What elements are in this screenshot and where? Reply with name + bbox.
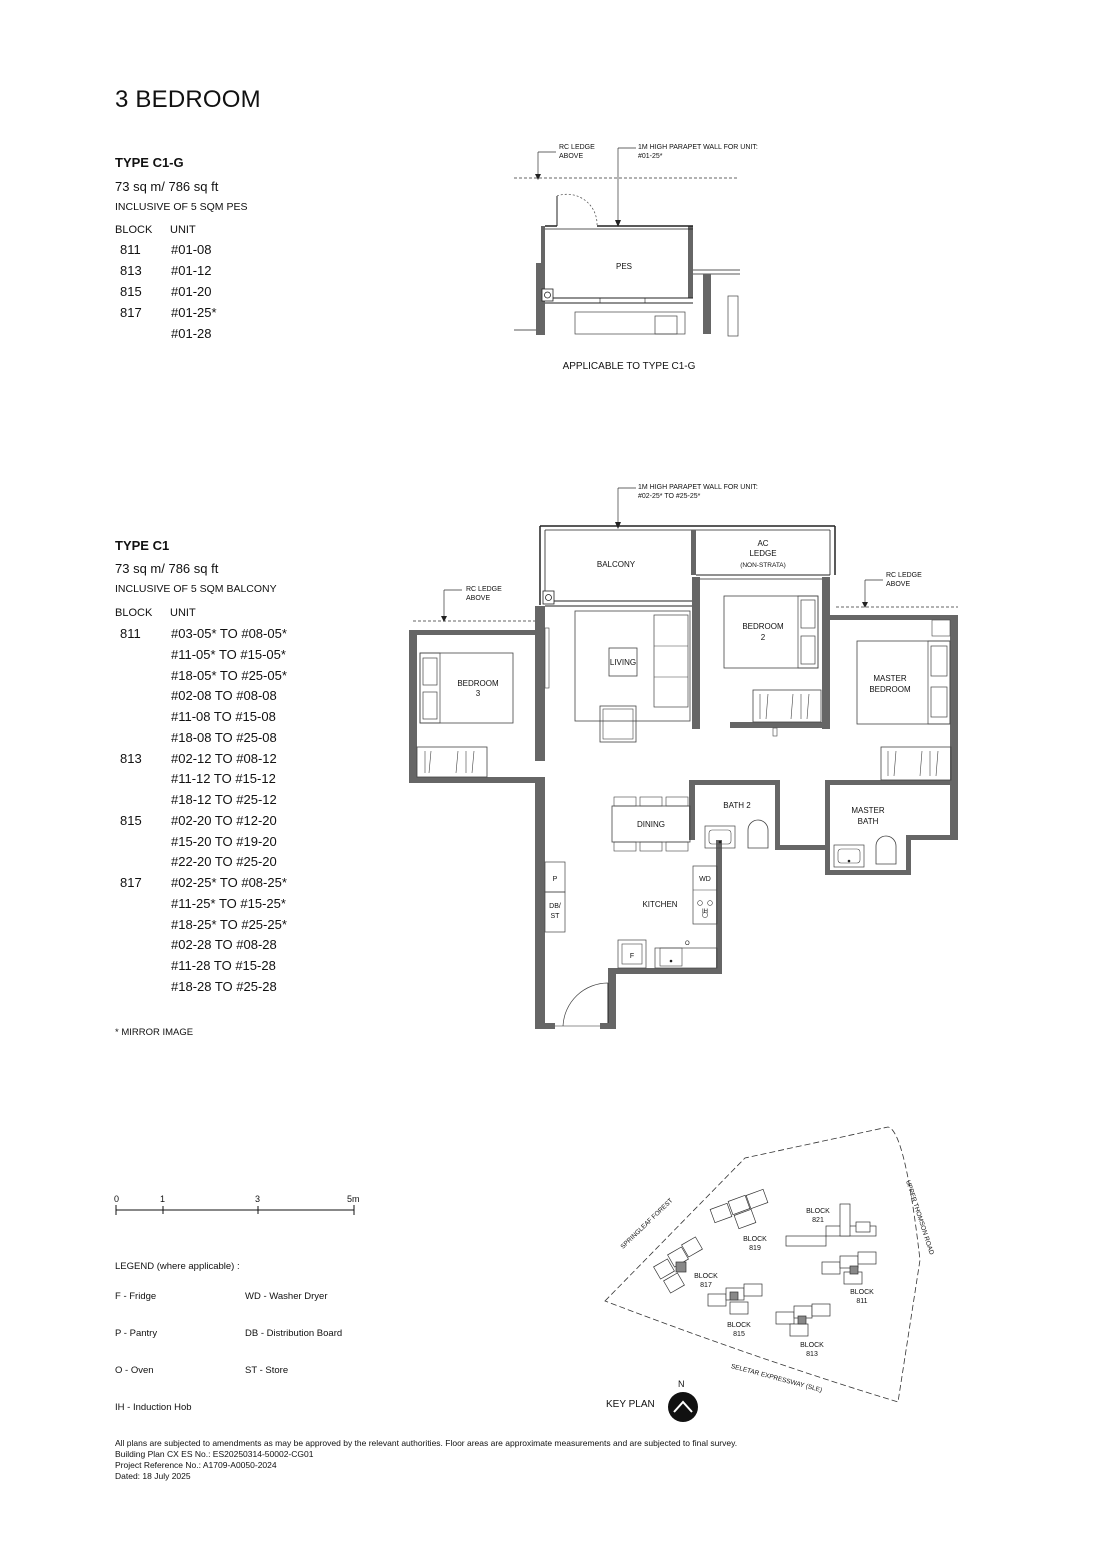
- bedroom3-label-1: BEDROOM: [457, 679, 499, 688]
- fridge-label: F: [629, 953, 635, 960]
- type-c1-block-header: BLOCK: [115, 607, 153, 619]
- plan-rc-ledge-left-2: ABOVE: [466, 595, 491, 602]
- scale-tick-0: 0: [114, 1194, 120, 1204]
- type-c1g-block-cell: 817: [120, 305, 142, 320]
- legend-washer-dryer: WD - Washer Dryer: [245, 1291, 328, 1302]
- scale-tick-5: 5m: [347, 1194, 360, 1204]
- wall-kitchen-left: [535, 777, 545, 1029]
- wall-master-right: [950, 615, 958, 840]
- type-c1g-unit-cell: #01-12: [171, 263, 212, 278]
- scale-tick-3: 3: [255, 1194, 261, 1204]
- plan-rc-ledge-left-1: RC LEDGE: [466, 586, 502, 593]
- block-819-footprint: [710, 1189, 768, 1228]
- type-c1g-inclusive: INCLUSIVE OF 5 SQM PES: [115, 201, 248, 213]
- living-label: LIVING: [609, 658, 637, 667]
- scale-tick-1: 1: [160, 1194, 166, 1204]
- pes-parapet-label-2: #01-25*: [638, 153, 663, 160]
- type-c1-block-cell: 811: [120, 626, 141, 641]
- bath2-label: BATH 2: [723, 801, 751, 810]
- type-c1-unit-cell: #02-25* TO #08-25*: [171, 875, 287, 890]
- dining-label: DINING: [637, 820, 665, 829]
- type-c1g-block-header: BLOCK: [115, 224, 153, 236]
- type-c1g-block-cell: 815: [120, 284, 142, 299]
- block-813-footprint: [776, 1304, 830, 1336]
- type-c1g-unit-cell: #01-08: [171, 242, 212, 257]
- key-plan-label: KEY PLAN: [606, 1399, 655, 1410]
- db-label-2: ST: [550, 913, 560, 920]
- pes-caption: APPLICABLE TO TYPE C1-G: [562, 361, 696, 372]
- key-block-813-line2: 813: [806, 1351, 818, 1358]
- type-c1-unit-cell: #11-25* TO #15-25*: [171, 895, 286, 911]
- type-c1g-unit-cell: #01-25*: [171, 305, 217, 320]
- key-block-821-line1: BLOCK: [806, 1208, 830, 1215]
- type-c1-unit-cell: #02-12 TO #08-12: [171, 750, 277, 766]
- type-c1-block-cell: 813: [120, 750, 142, 766]
- plan-rc-ledge-right-2: ABOVE: [886, 581, 911, 588]
- key-block-813-line1: BLOCK: [800, 1342, 824, 1349]
- type-c1g-block-cell: 811: [120, 242, 141, 257]
- type-c1-unit-cell: #11-05* TO #15-05*: [171, 646, 286, 662]
- footer-building-plan: Building Plan CX ES No.: ES20250314-50002-CG01: [115, 1449, 314, 1459]
- ac-ledge-label-1: AC: [757, 539, 769, 548]
- pes-rc-ledge-label-2: ABOVE: [559, 153, 584, 160]
- legend-store: ST - Store: [245, 1365, 289, 1376]
- type-c1-floor-plan: [400, 478, 970, 1038]
- key-block-817-line2: 817: [700, 1282, 712, 1289]
- pes-plan-drawing: [500, 135, 770, 380]
- road-seletar-expressway: SELETAR EXPRESSWAY (SLE): [730, 1362, 823, 1395]
- type-c1-block-cell: 815: [120, 812, 142, 828]
- block-815-footprint: [708, 1284, 762, 1314]
- pes-room-label: PES: [615, 262, 633, 271]
- master-bedroom-label-2: BEDROOM: [869, 685, 911, 694]
- legend-title: LEGEND (where applicable) :: [115, 1261, 240, 1272]
- key-plan: [595, 1118, 955, 1428]
- bedroom2-label-2: 2: [760, 633, 766, 642]
- type-c1g-area: 73 sq m/ 786 sq ft: [115, 179, 219, 194]
- key-block-815-line1: BLOCK: [727, 1322, 751, 1329]
- type-c1-unit-cell: #02-08 TO #08-08: [171, 688, 277, 704]
- type-c1-unit-cell: #18-25* TO #25-25*: [171, 916, 287, 932]
- block-811-footprint: [822, 1252, 876, 1284]
- type-c1-unit-cell: #18-08 TO #25-08: [171, 729, 277, 745]
- type-c1-unit-cell: #02-20 TO #12-20: [171, 812, 277, 828]
- key-block-811-line1: BLOCK: [850, 1289, 874, 1296]
- legend-distribution-board: DB - Distribution Board: [245, 1328, 343, 1339]
- key-block-815-line2: 815: [733, 1331, 745, 1338]
- footer-disclaimer: All plans are subjected to amendments as may be approved by the relevant authorities. Floor areas are approximate measurements and are subjected to final survey.: [115, 1438, 738, 1448]
- road-upper-thomson: UPPER THOMSON ROAD: [904, 1179, 935, 1256]
- type-c1-unit-cell: #22-20 TO #25-20: [171, 854, 277, 870]
- kitchen-label: KITCHEN: [642, 900, 678, 909]
- bedroom2-label-1: BEDROOM: [742, 622, 784, 631]
- scale-bar: [112, 1204, 362, 1216]
- type-c1-unit-cell: #18-12 TO #25-12: [171, 792, 277, 807]
- site-boundary: [605, 1127, 920, 1402]
- key-block-821-line2: 821: [812, 1217, 824, 1224]
- north-arrow-icon: [667, 1391, 699, 1423]
- type-c1-unit-cell: #18-05* TO #25-05*: [171, 667, 287, 683]
- type-c1g-unit-cell: #01-20: [171, 284, 212, 299]
- footer-date: Dated: 18 July 2025: [115, 1471, 191, 1481]
- north-label: N: [678, 1379, 685, 1389]
- type-c1g-unit-cell: #01-28: [171, 326, 212, 341]
- type-c1-block-cell: 817: [120, 875, 142, 890]
- key-block-811-line2: 811: [856, 1298, 868, 1305]
- db-label-1: DB/: [549, 903, 561, 910]
- ac-ledge-label-3: (NON-STRATA): [740, 562, 786, 569]
- type-c1-inclusive: INCLUSIVE OF 5 SQM BALCONY: [115, 583, 277, 595]
- type-c1g-unit-header: UNIT: [170, 224, 196, 236]
- type-c1-unit-cell: #11-08 TO #15-08: [171, 709, 276, 724]
- key-block-817-line1: BLOCK: [694, 1273, 718, 1280]
- balcony-label: BALCONY: [596, 560, 636, 569]
- type-c1-unit-cell: #03-05* TO #08-05*: [171, 626, 287, 641]
- type-c1-unit-cell: #02-28 TO #08-28: [171, 937, 277, 953]
- wall-bedroom3-left: [409, 630, 417, 782]
- plan-parapet-label-1: 1M HIGH PARAPET WALL FOR UNIT:: [638, 484, 758, 491]
- legend-induction-hob: IH - Induction Hob: [115, 1402, 192, 1413]
- mirror-image-note: * MIRROR IMAGE: [115, 1027, 194, 1038]
- legend-pantry: P - Pantry: [115, 1328, 158, 1339]
- ih-label: IH: [702, 909, 708, 915]
- legend-oven: O - Oven: [115, 1365, 154, 1376]
- block-821-footprint: [786, 1204, 876, 1246]
- legend-fridge: F - Fridge: [115, 1291, 157, 1302]
- pantry-label: P: [552, 876, 558, 883]
- block-817-footprint: [654, 1237, 703, 1293]
- master-bedroom-label-1: MASTER: [873, 674, 907, 683]
- master-bath-label-2: BATH: [857, 817, 879, 826]
- type-c1-unit-cell: #18-28 TO #25-28: [171, 978, 277, 994]
- type-c1g-heading: TYPE C1-G: [115, 155, 184, 170]
- type-c1-area: 73 sq m/ 786 sq ft: [115, 561, 219, 576]
- plan-rc-ledge-right-1: RC LEDGE: [886, 572, 922, 579]
- type-c1-unit-cell: #11-28 TO #15-28: [171, 958, 276, 973]
- pes-rc-ledge-label-1: RC LEDGE: [559, 144, 595, 151]
- page-title: 3 BEDROOM: [115, 86, 261, 113]
- oven-label: O: [685, 941, 690, 947]
- type-c1-unit-cell: #11-12 TO #15-12: [171, 771, 276, 787]
- key-block-819-line1: BLOCK: [743, 1236, 767, 1243]
- type-c1-unit-header: UNIT: [170, 607, 196, 619]
- type-c1-unit-cell: #15-20 TO #19-20: [171, 833, 277, 849]
- ac-ledge-label-2: LEDGE: [749, 549, 777, 558]
- wd-label: WD: [699, 876, 711, 883]
- footer-project-ref: Project Reference No.: A1709-A0050-2024: [115, 1460, 277, 1470]
- pes-parapet-label-1: 1M HIGH PARAPET WALL FOR UNIT:: [638, 144, 758, 151]
- bedroom3-label-2: 3: [475, 689, 481, 698]
- road-springleaf-forest: SPRINGLEAF FOREST: [619, 1197, 675, 1251]
- type-c1-heading: TYPE C1: [115, 538, 170, 553]
- plan-parapet-label-2: #02-25* TO #25-25*: [638, 493, 701, 500]
- key-block-819-line2: 819: [749, 1245, 761, 1252]
- type-c1g-block-cell: 813: [120, 263, 142, 278]
- master-bath-label-1: MASTER: [851, 806, 885, 815]
